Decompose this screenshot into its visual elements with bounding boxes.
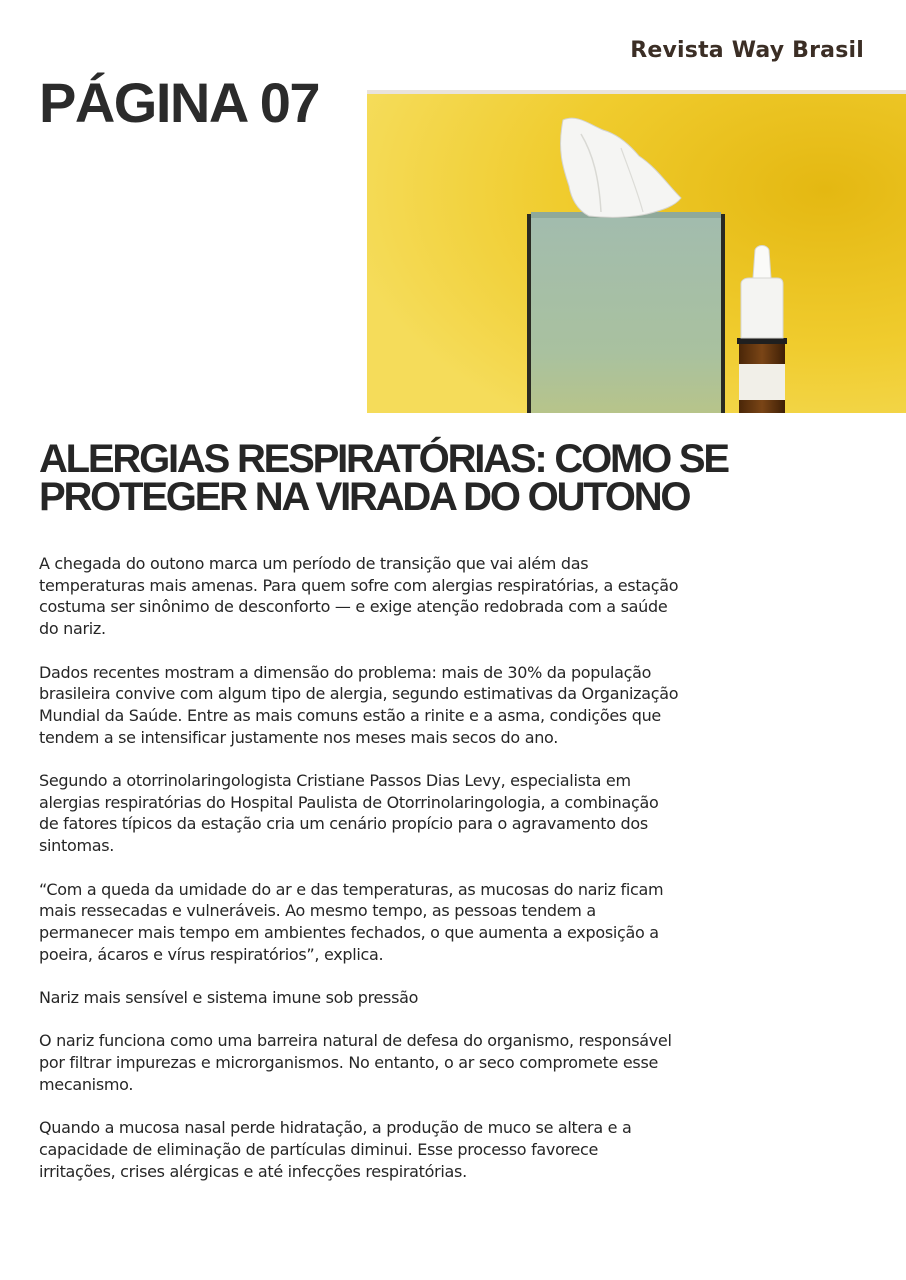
headline-line-1: ALERGIAS RESPIRATÓRIAS: COMO SE	[39, 437, 728, 481]
headline-line-2: PROTEGER NA VIRADA DO OUTONO	[39, 475, 690, 519]
paragraph-specialist: Segundo a otorrinolaringologista Cristiane Passos Dias Levy, especialista em alergias respiratórias do Hospital Paulista de Otorrinolaringologia, a combinação de fatores típicos da estação cria um cenário propício para o agravamento dos sintomas.	[39, 771, 659, 856]
magazine-brand: Revista Way Brasil	[630, 38, 864, 63]
hero-image	[367, 90, 906, 413]
tissue-box-illustration	[367, 94, 906, 413]
paragraph-statistics: Dados recentes mostram a dimensão do problema: mais de 30% da população brasileira convive com algum tipo de alergia, segundo estimativas da Organização Mundial da Saúde. Entre as mais comuns estão a rinite e a asma, condições que tendem a se intensificar justamente nos meses mais secos do ano.	[39, 662, 679, 747]
article-body	[39, 553, 679, 1204]
paragraph-mucosa: Quando a mucosa nasal perde hidratação, a produção de muco se altera e a capacidade de eliminação de partículas diminui. Esse processo favorece irritações, crises alérgicas e até infecções respiratórias.	[39, 1118, 632, 1181]
paragraph-intro: A chegada do outono marca um período de transição que vai além das temperaturas mais amenas. Para quem sofre com alergias respiratórias, a estação costuma ser sinônimo de desconforto — e exige atenção redobrada com a saúde do nariz.	[39, 554, 679, 639]
page-number-title: PÁGINA 07	[39, 71, 320, 134]
article-subheading: Nariz mais sensível e sistema imune sob pressão	[39, 988, 419, 1007]
paragraph-quote: “Com a queda da umidade do ar e das temperaturas, as mucosas do nariz ficam mais ressecadas e vulneráveis. Ao mesmo tempo, as pessoas tendem a permanecer mais tempo em ambientes fechados, o que aumenta a exposição a poeira, ácaros e vírus respiratórios”, explica.	[39, 879, 664, 964]
article-headline	[39, 437, 799, 519]
paragraph-nose-barrier: O nariz funciona como uma barreira natural de defesa do organismo, responsável por filtrar impurezas e microrganismos. No entanto, o ar seco compromete esse mecanismo.	[39, 1031, 672, 1094]
